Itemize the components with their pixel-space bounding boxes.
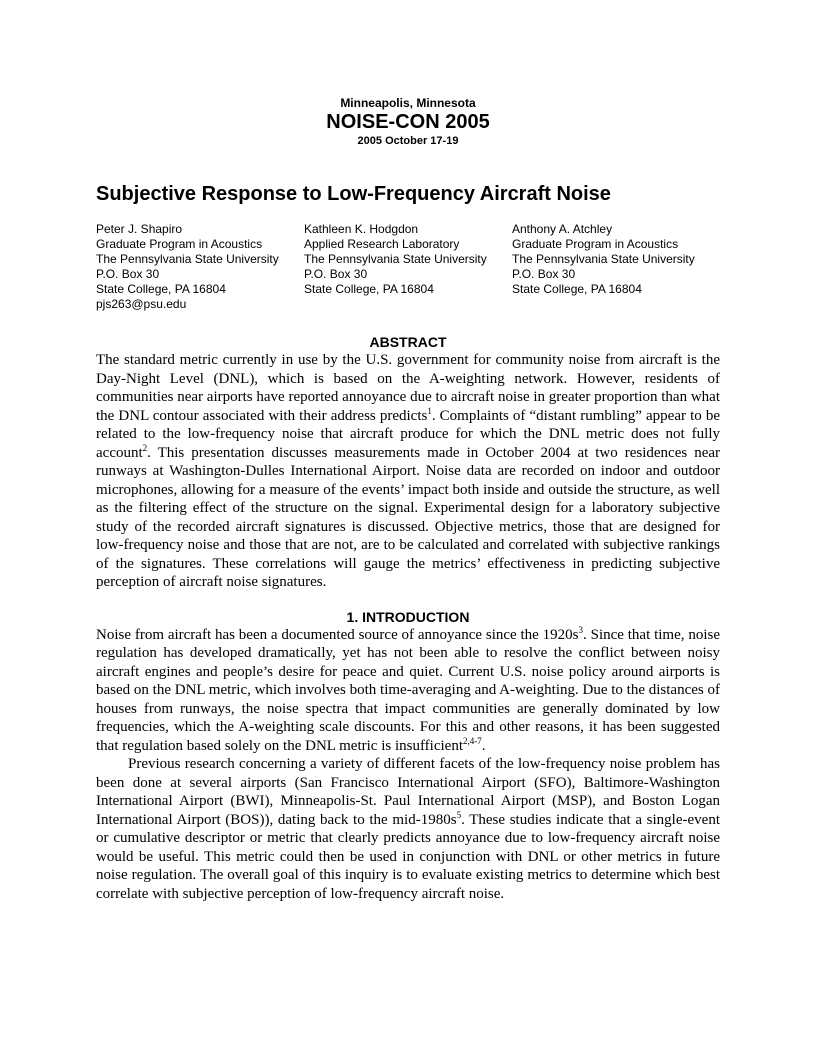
author-po-box: P.O. Box 30: [96, 267, 160, 281]
intro-text: . These studies indicate that a single-event or cumulative descriptor or metric that clearly predicts annoyance due to low-frequency aircraft noise would be useful. This metric could then be used in conjunction with DNL or other metrics in future noise regulation. The overall goal of this inquiry is to evaluate existing metrics to determine which best correlate with subjective perception of low-frequency aircraft noise.: [96, 811, 720, 902]
conference-name: NOISE-CON 2005: [326, 111, 490, 133]
author-3: [512, 222, 720, 312]
author-block: [96, 222, 720, 312]
author-department: Graduate Program in Acoustics: [512, 237, 679, 251]
author-po-box: P.O. Box 30: [512, 267, 576, 281]
conference-header: [96, 96, 720, 148]
author-name: Peter J. Shapiro: [96, 222, 183, 236]
author-2: [304, 222, 512, 312]
author-organization: The Pennsylvania State University: [304, 252, 487, 266]
reference-superscript: 2: [142, 442, 148, 453]
introduction-heading: 1. INTRODUCTION: [346, 608, 470, 625]
intro-text: . Since that time, noise regulation has developed dramatically, yet has not been able to resolve the conflict between noisy aircraft engines and people’s desire for peace and quiet. Current U.S. noise policy around airports is based on the DNL metric, which involves both time-averaging and A-weighting. Due to the distances of houses from runways, the noise spectra that impact communities are generally dominated by low frequencies, which the A-weighting scale discounts. For this and other reasons, it has been suggested that regulation based solely on the DNL metric is insufficient: [96, 626, 720, 754]
conference-location: Minneapolis, Minnesota: [340, 96, 476, 110]
abstract-text-3: . This presentation discusses measurements made in October 2004 at two residences near runways at Washington-Dulles International Airport. Noise data are recorded on indoor and outdoor microphones, allowing for a measure of the events’ impact both inside and outside the structure, as well as the filtering effect of the structure on the signal. Experimental design for a laboratory subjective study of the recorded aircraft signatures is discussed. Objective metrics, those that are designed for low-frequency noise and those that are not, are to be calculated and correlated with subjective rankings of the signatures. These correlations will gauge the metrics’ effectiveness in predicting subjective perception of aircraft noise signatures.: [96, 444, 720, 590]
author-email: pjs263@psu.edu: [96, 297, 187, 311]
author-organization: The Pennsylvania State University: [96, 252, 279, 266]
paper-title: Subjective Response to Low-Frequency Aircraft Noise: [96, 183, 611, 205]
author-department: Applied Research Laboratory: [304, 237, 460, 251]
author-department: Graduate Program in Acoustics: [96, 237, 263, 251]
intro-text: .: [481, 737, 486, 754]
abstract-text-1: The standard metric currently in use by the U.S. government for community noise from aircraft is the Day-Night Level (DNL), which is based on the A-weighting network. However, residents of communities near airports have reported annoyance due to aircraft noise in greater proportion than what the DNL contour associated with their address predicts: [96, 352, 720, 424]
reference-superscript: 3: [578, 624, 584, 635]
author-city: State College, PA 16804: [512, 282, 642, 296]
abstract-heading: ABSTRACT: [369, 334, 447, 350]
author-organization: The Pennsylvania State University: [512, 252, 695, 266]
author-name: Anthony A. Atchley: [512, 222, 613, 236]
author-city: State College, PA 16804: [304, 282, 434, 296]
reference-superscript: 1: [427, 405, 432, 416]
intro-paragraph-2: [96, 755, 720, 903]
conference-dates: 2005 October 17-19: [357, 135, 459, 147]
reference-superscript: 2,4-7: [463, 735, 482, 746]
abstract-text-2: . Complaints of “distant rumbling” appear to be related to the low-frequency noise that aircraft produce for which the DNL metric does not fully account: [96, 407, 720, 461]
intro-text: Previous research concerning a variety of different facets of the low-frequency noise problem has been done at several airports (San Francisco International Airport (SFO), Baltimore-Washington International Airport (BWI), Minneapolis-St. Paul International Airport (MSP), and Boston Logan International Airport (BOS)), dating back to the mid-1980s: [96, 756, 720, 828]
author-city: State College, PA 16804: [96, 282, 226, 296]
author-1: [96, 222, 304, 312]
paper-page: [96, 96, 720, 903]
reference-superscript: 5: [456, 809, 462, 820]
abstract-paragraph: [96, 351, 720, 592]
intro-paragraph-1: [96, 626, 720, 756]
intro-text: Noise from aircraft has been a documented source of annoyance since the 1920s: [96, 626, 579, 643]
author-name: Kathleen K. Hodgdon: [304, 222, 419, 236]
author-po-box: P.O. Box 30: [304, 267, 368, 281]
